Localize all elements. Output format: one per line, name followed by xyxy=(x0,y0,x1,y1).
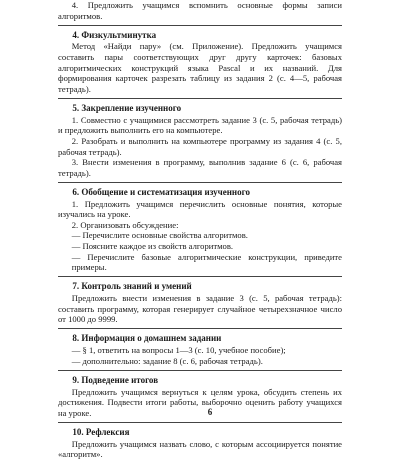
paragraph: Метод «Найди пару» (см. Приложение). Предложить учащимся составить пары соответствующих друг другу карточек: базовых алгоритмических конструкций языка Pascal и их названий. Для формирования карточек разрезать таблицу из задания 2 (с. 4—5, рабочая тетрадь). xyxy=(58,41,342,94)
list-item: — Перечислите основные свойства алгоритмов. xyxy=(71,230,248,241)
section-divider xyxy=(58,98,342,99)
paragraph: 1. Предложить учащимся перечислить основные понятия, которые изучались на уроке. xyxy=(58,198,342,220)
paragraph: Предложить учащимся назвать слово, с которым ассоциируется понятие «алгоритм». xyxy=(58,438,342,460)
paragraph: 1. Совместно с учащимися рассмотреть задание 3 (с. 5, рабочая тетрадь) и предложить выполнить его на компьютере. xyxy=(58,114,342,136)
section-heading: 7. Контроль знаний и умений xyxy=(72,281,192,292)
section-divider xyxy=(58,25,342,26)
list-item: — § 1, ответить на вопросы 1—3 (с. 10, учебное пособие); xyxy=(71,345,286,356)
section-divider xyxy=(58,422,342,423)
section-heading: 4. Физкультминутка xyxy=(72,29,157,40)
section-divider xyxy=(58,182,342,183)
section-divider xyxy=(58,370,342,371)
paragraph: 3. Внести изменения в программу, выполнив задание 6 (с. 6, рабочая тетрадь). xyxy=(58,157,342,178)
section-heading: 5. Закрепление изученного xyxy=(72,102,182,113)
paragraph: 2. Разобрать и выполнить на компьютере программу из задания 4 (с. 5, рабочая тетрадь). xyxy=(58,135,342,157)
section-divider xyxy=(58,328,342,329)
paragraph: Предложить внести изменения в задание 3 (с. 5, рабочая тетрадь): составить программу, которая генерирует случайное четырехзначное число от 1000 до 9999. xyxy=(58,293,342,325)
list-item: — Поясните каждое из свойств алгоритмов. xyxy=(71,240,234,251)
lesson-sections xyxy=(58,25,342,460)
section-divider xyxy=(58,276,342,277)
page-number: 6 xyxy=(207,407,213,417)
section-heading: 6. Обобщение и систематизация изученного xyxy=(72,186,250,197)
section-heading: 9. Подведение итогов xyxy=(72,374,159,385)
section-heading: 10. Рефлексия xyxy=(72,426,130,437)
paragraph: Предложить учащимся вернуться к целям урока, обсудить степень их достижения. Подвести итоги работы, выборочно оценить работу учащихся на уроке. xyxy=(58,386,342,418)
paragraph: 2. Организовать обсуждение: xyxy=(71,219,179,230)
lesson-plan-text xyxy=(58,0,342,460)
list-item: — Перечислите базовые алгоритмические конструкции, приведите примеры. xyxy=(71,251,342,273)
list-item: — дополнительно: задание 8 (с. 6, рабочая тетрадь). xyxy=(71,355,263,366)
section-heading: 8. Информация о домашнем задании xyxy=(72,333,222,344)
intro-paragraph: 4. Предложить учащимся вспомнить основные формы записи алгоритмов. xyxy=(58,0,342,21)
